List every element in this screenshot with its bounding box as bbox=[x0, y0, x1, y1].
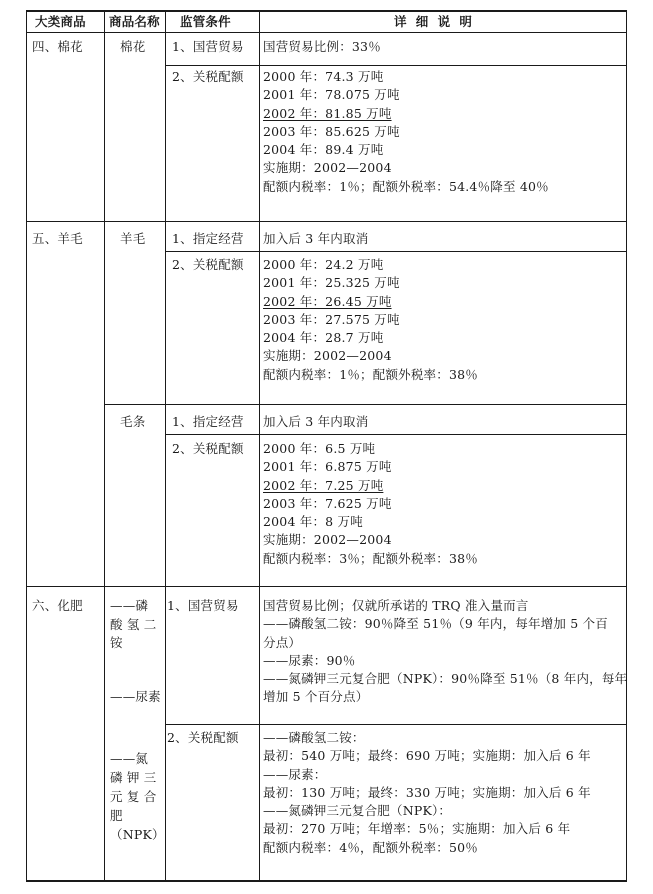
detail-line: ——磷酸氢二铵：90％降至 51％（9 年内，每年增加 5 个百 bbox=[263, 616, 609, 632]
wooltop-condition-2: 2、关税配额 bbox=[172, 441, 244, 456]
wooltop-condition-1: 1、指定经营 bbox=[172, 414, 244, 429]
name-line: （NPK） bbox=[110, 827, 165, 842]
column-divider-1 bbox=[104, 10, 105, 882]
table-border-top bbox=[26, 10, 627, 12]
wool-row-divider bbox=[165, 251, 627, 252]
detail-line: 配额内税率：1％；配额外税率：54.4％降至 40％ bbox=[263, 178, 549, 194]
detail-line: 增加 5 个百分点） bbox=[263, 689, 369, 705]
fertilizer-row-divider bbox=[165, 724, 627, 725]
detail-line: 2001 年：78.075 万吨 bbox=[263, 87, 400, 103]
name-line: 酸 氢 二 bbox=[110, 616, 157, 632]
detail-line: 实施期：2002—2004 bbox=[263, 532, 392, 548]
wool-condition-1: 1、指定经营 bbox=[172, 231, 244, 246]
header-name: 商品名称 bbox=[109, 14, 160, 29]
wooltop-name: 毛条 bbox=[120, 414, 146, 429]
detail-line: 2001 年：6.875 万吨 bbox=[263, 459, 392, 475]
header-category: 大类商品 bbox=[35, 14, 86, 29]
detail-line: 国营贸易比例；仅就所承诺的 TRQ 准入量而言 bbox=[263, 598, 529, 613]
detail-line: 2002 年：7.25 万吨 bbox=[263, 477, 384, 493]
fertilizer-category: 六、化肥 bbox=[32, 598, 83, 613]
wooltop-detail-1: 加入后 3 年内取消 bbox=[263, 414, 369, 429]
cotton-condition-2: 2、关税配额 bbox=[172, 69, 244, 84]
detail-line: 2000 年：74.3 万吨 bbox=[263, 69, 384, 84]
wool-detail-2 bbox=[263, 256, 478, 384]
detail-line: ——尿素： bbox=[263, 766, 327, 782]
detail-line: 分点） bbox=[263, 634, 302, 650]
fertilizer-name-npk bbox=[110, 749, 165, 844]
detail-line: 配额内税率：4％，配额外税率：50％ bbox=[263, 839, 478, 855]
name-line: ——氮 bbox=[110, 751, 149, 766]
detail-line: 实施期：2002—2004 bbox=[263, 160, 392, 176]
wool-subsection-divider bbox=[104, 404, 627, 405]
table-border-bottom bbox=[26, 880, 627, 882]
wool-detail-1: 加入后 3 年内取消 bbox=[263, 231, 369, 246]
detail-line: 2001 年：25.325 万吨 bbox=[263, 275, 400, 291]
fertilizer-detail-2 bbox=[263, 729, 591, 857]
cotton-section-end bbox=[26, 221, 627, 222]
wool-name: 羊毛 bbox=[120, 231, 146, 246]
cotton-category: 四、棉花 bbox=[32, 39, 83, 54]
detail-line: 2004 年：8 万吨 bbox=[263, 514, 363, 530]
detail-line: 2003 年：7.625 万吨 bbox=[263, 495, 392, 511]
header-detail: 详 细 说 明 bbox=[394, 14, 473, 29]
detail-line: 最初：130 万吨；最终：330 万吨；实施期：加入后 6 年 bbox=[263, 784, 591, 800]
fertilizer-condition-2: 2、关税配额 bbox=[167, 730, 239, 745]
fertilizer-name-urea: ——尿素 bbox=[110, 689, 161, 704]
header-divider bbox=[26, 32, 627, 33]
detail-line: 配额内税率：1％；配额外税率：38％ bbox=[263, 366, 478, 382]
name-line: 肥 bbox=[110, 808, 123, 823]
detail-line: ——氮磷钾三元复合肥（NPK）：90％降至 51％（8 年内，每年 bbox=[263, 671, 628, 687]
detail-line: 2000 年：24.2 万吨 bbox=[263, 257, 384, 272]
detail-line: 2003 年：27.575 万吨 bbox=[263, 311, 400, 327]
header-condition: 监管条件 bbox=[180, 14, 231, 29]
name-line: ——磷 bbox=[110, 598, 149, 613]
table-border-right bbox=[626, 10, 627, 882]
table-border-left bbox=[26, 10, 27, 882]
detail-line: ——氮磷钾三元复合肥（NPK）： bbox=[263, 803, 452, 819]
detail-line: 2004 年：28.7 万吨 bbox=[263, 330, 384, 346]
detail-line: 最初：540 万吨；最终：690 万吨；实施期：加入后 6 年 bbox=[263, 748, 591, 764]
wool-category: 五、羊毛 bbox=[32, 231, 83, 246]
name-line: 铵 bbox=[110, 635, 123, 650]
cotton-detail-2 bbox=[263, 68, 549, 196]
regulation-table bbox=[26, 10, 627, 882]
wool-condition-2: 2、关税配额 bbox=[172, 257, 244, 272]
detail-line: 最初：270 万吨；年增率：5％；实施期：加入后 6 年 bbox=[263, 821, 571, 837]
name-line: 元 复 合 bbox=[110, 789, 157, 804]
wooltop-detail-2 bbox=[263, 440, 478, 568]
detail-line: 2002 年：81.85 万吨 bbox=[263, 105, 392, 121]
detail-line: 2000 年：6.5 万吨 bbox=[263, 441, 376, 456]
fertilizer-name-dap bbox=[110, 597, 156, 653]
detail-line: 2004 年：89.4 万吨 bbox=[263, 142, 384, 158]
fertilizer-condition-1: 1、国营贸易 bbox=[167, 598, 239, 613]
column-divider-3 bbox=[259, 10, 260, 882]
detail-line: 2003 年：85.625 万吨 bbox=[263, 123, 400, 139]
detail-line: ——尿素：90％ bbox=[263, 652, 356, 668]
name-line: 磷 钾 三 bbox=[110, 770, 157, 785]
column-divider-2 bbox=[165, 10, 166, 882]
detail-line: 配额内税率：3％；配额外税率：38％ bbox=[263, 550, 478, 566]
cotton-detail-1: 国营贸易比例：33％ bbox=[263, 39, 381, 54]
cotton-name: 棉花 bbox=[120, 39, 146, 54]
detail-line: 实施期：2002—2004 bbox=[263, 348, 392, 364]
wool-section-end bbox=[26, 586, 627, 587]
detail-line: 2002 年：26.45 万吨 bbox=[263, 293, 392, 309]
cotton-condition-1: 1、国营贸易 bbox=[172, 39, 244, 54]
fertilizer-detail-1 bbox=[263, 597, 627, 707]
detail-line: ——磷酸氢二铵： bbox=[263, 730, 365, 745]
wooltop-row-divider bbox=[165, 434, 627, 435]
cotton-row-divider bbox=[165, 65, 627, 66]
